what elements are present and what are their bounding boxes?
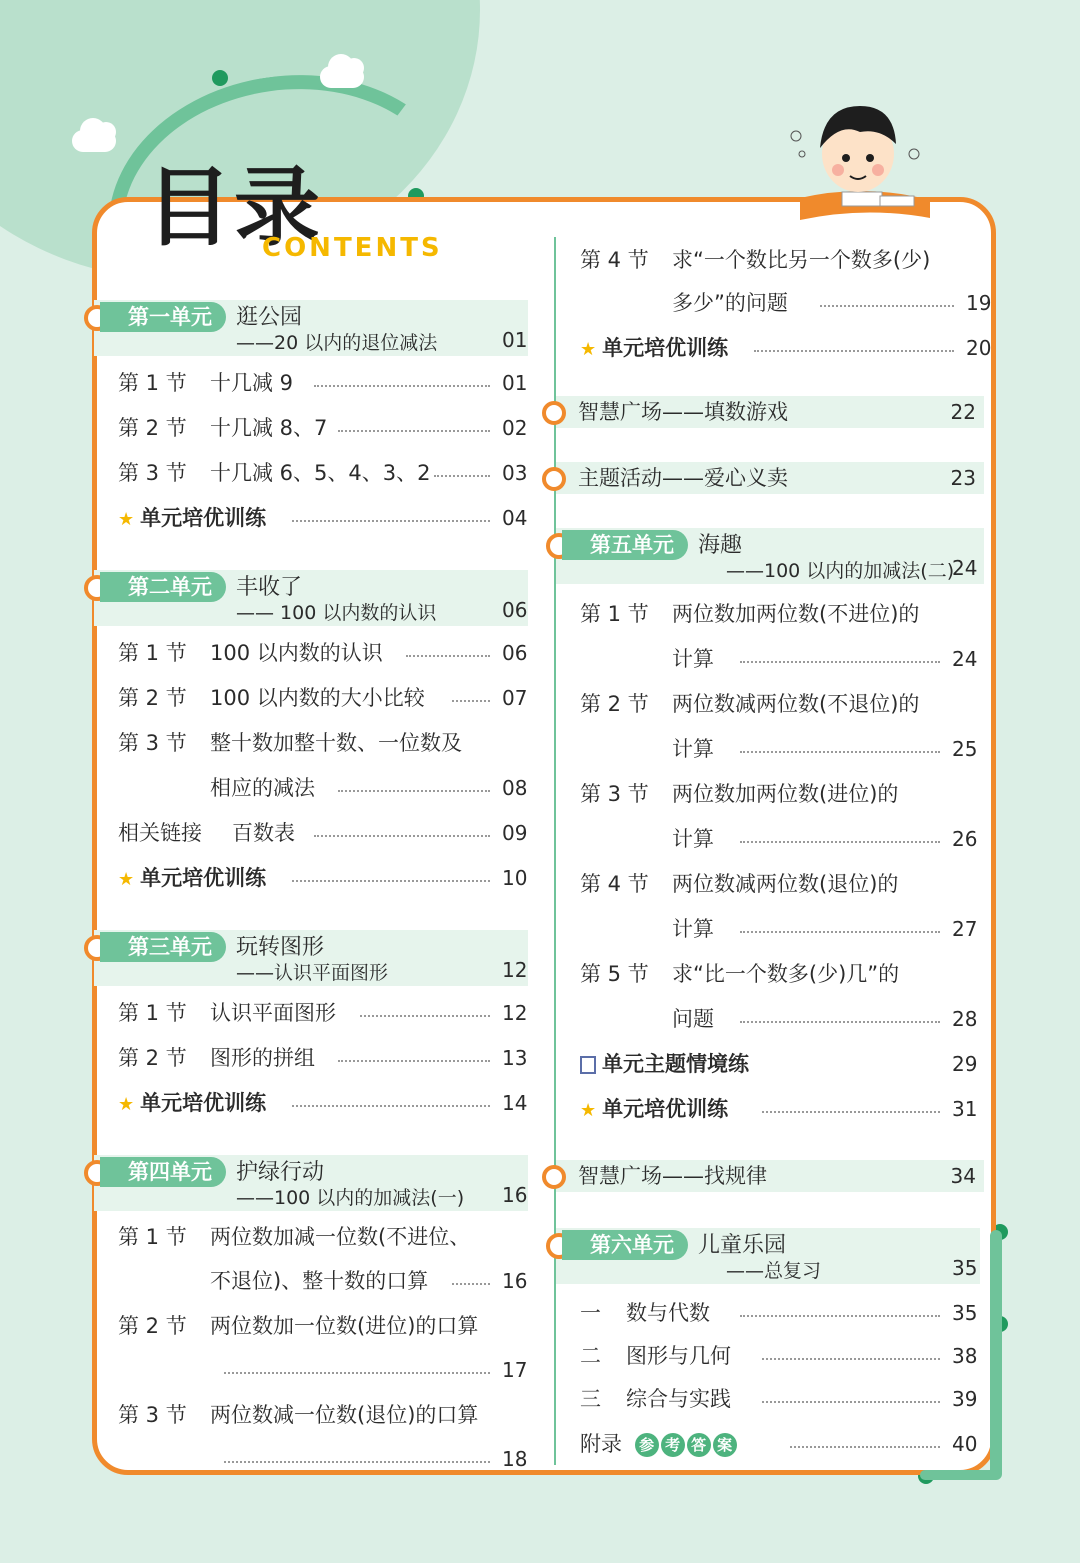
leader-dots bbox=[754, 350, 954, 352]
page-number: 22 bbox=[950, 400, 976, 424]
leader-dots bbox=[740, 661, 940, 663]
leader-dots bbox=[338, 430, 490, 432]
leader-dots bbox=[740, 751, 940, 753]
section-title: 单元培优训练 bbox=[140, 866, 267, 890]
unit-name: 丰收了 bbox=[236, 575, 303, 600]
leader-dots bbox=[790, 1446, 940, 1448]
book-icon bbox=[580, 1056, 596, 1074]
section-title: 两位数加减一位数(不进位、 bbox=[210, 1225, 471, 1249]
section-number: 第 2 节 bbox=[580, 692, 649, 716]
leader-dots bbox=[292, 520, 490, 522]
unit-1-header[interactable] bbox=[94, 300, 528, 356]
unit-name: 护绿行动 bbox=[236, 1160, 325, 1185]
unit-5-header[interactable] bbox=[556, 528, 984, 584]
toc-entry[interactable] bbox=[118, 817, 528, 849]
frame-accent bbox=[920, 1470, 1000, 1480]
boy-reading-illustration bbox=[790, 88, 940, 224]
section-number: 二 bbox=[580, 1344, 601, 1368]
toc-entry-training[interactable] bbox=[580, 332, 992, 364]
unit-subtitle: ——总复习 bbox=[726, 1260, 822, 1282]
bullet-ring-icon bbox=[542, 1165, 566, 1189]
star-icon: ★ bbox=[580, 339, 597, 360]
toc-entry-training[interactable] bbox=[118, 862, 528, 894]
leader-dots bbox=[292, 880, 490, 882]
appendix-label: 附录 bbox=[580, 1432, 622, 1456]
unit-2-header[interactable] bbox=[94, 570, 528, 626]
section-title: 求“比一个数多(少)几”的 bbox=[672, 962, 900, 986]
bullet-ring-icon bbox=[542, 401, 566, 425]
unit-badge: 第三单元 bbox=[100, 932, 226, 962]
page-number: 26 bbox=[952, 827, 978, 851]
section-number: 第 1 节 bbox=[118, 641, 187, 665]
section-title: 100 以内数的认识 bbox=[210, 641, 383, 665]
section-title: 两位数加两位数(进位)的 bbox=[672, 782, 899, 806]
unit-subtitle: ——100 以内的加减法(一) bbox=[236, 1187, 465, 1209]
leader-dots bbox=[762, 1358, 940, 1360]
toc-entry-continued[interactable] bbox=[118, 1354, 528, 1386]
section-title: 不退位)、整十数的口算 bbox=[210, 1269, 429, 1293]
unit-page: 35 bbox=[952, 1256, 978, 1280]
page-number: 07 bbox=[502, 686, 528, 710]
page-number: 19 bbox=[966, 291, 992, 315]
toc-entry-continued[interactable] bbox=[580, 287, 992, 319]
bar-title: 主题活动——爱心义卖 bbox=[578, 466, 788, 490]
page-number: 02 bbox=[502, 416, 528, 440]
unit-page: 12 bbox=[502, 958, 528, 982]
toc-entry[interactable] bbox=[580, 778, 984, 810]
page-number: 39 bbox=[952, 1387, 978, 1411]
page-number: 40 bbox=[952, 1432, 978, 1456]
toc-entry-training[interactable] bbox=[118, 1087, 528, 1119]
section-number: 第 1 节 bbox=[118, 1001, 187, 1025]
section-number: 一 bbox=[580, 1301, 601, 1325]
star-icon: ★ bbox=[580, 1100, 597, 1121]
unit-page: 16 bbox=[502, 1183, 528, 1207]
section-number: 第 4 节 bbox=[580, 872, 649, 896]
section-title: 两位数加一位数(进位)的口算 bbox=[210, 1314, 479, 1338]
page-number: 34 bbox=[950, 1164, 976, 1188]
leader-dots bbox=[314, 835, 490, 837]
unit-badge: 第一单元 bbox=[100, 302, 226, 332]
answer-char: 考 bbox=[661, 1433, 685, 1457]
leader-dots bbox=[338, 1060, 490, 1062]
toc-entry[interactable] bbox=[580, 1297, 984, 1329]
unit-badge: 第二单元 bbox=[100, 572, 226, 602]
leader-dots bbox=[452, 1283, 490, 1285]
page-number: 12 bbox=[502, 1001, 528, 1025]
leader-dots bbox=[360, 1015, 490, 1017]
section-number: 第 2 节 bbox=[118, 1314, 187, 1338]
unit-badge: 第四单元 bbox=[100, 1157, 226, 1187]
leader-dots bbox=[820, 305, 954, 307]
section-title: 十几减 6、5、4、3、2 bbox=[210, 461, 431, 485]
toc-entry[interactable] bbox=[118, 1310, 528, 1342]
leader-dots bbox=[740, 1021, 940, 1023]
toc-entry[interactable] bbox=[580, 244, 984, 276]
toc-entry-continued[interactable] bbox=[580, 823, 984, 855]
unit-badge: 第五单元 bbox=[562, 530, 688, 560]
toc-entry-continued[interactable] bbox=[580, 643, 984, 675]
page-number: 38 bbox=[952, 1344, 978, 1368]
page-number: 14 bbox=[502, 1091, 528, 1115]
page-number: 16 bbox=[502, 1269, 528, 1293]
unit-4-header[interactable] bbox=[94, 1155, 528, 1211]
page-number: 31 bbox=[952, 1097, 978, 1121]
bar-title: 智慧广场——填数游戏 bbox=[578, 400, 788, 424]
toc-entry[interactable] bbox=[118, 1399, 528, 1431]
unit-badge: 第六单元 bbox=[562, 1230, 688, 1260]
star-icon: ★ bbox=[118, 869, 135, 890]
toc-entry-continued[interactable] bbox=[580, 733, 984, 765]
leader-dots bbox=[740, 841, 940, 843]
unit-3-header[interactable] bbox=[94, 930, 528, 986]
toc-entry[interactable] bbox=[118, 457, 528, 489]
leader-dots bbox=[224, 1461, 490, 1463]
section-title: 求“一个数比另一个数多(少) bbox=[672, 248, 931, 272]
section-title: 两位数加两位数(不进位)的 bbox=[672, 602, 920, 626]
section-title: 单元主题情境练 bbox=[602, 1052, 749, 1076]
wisdom-square-bar[interactable] bbox=[556, 1160, 984, 1192]
section-number: 第 2 节 bbox=[118, 416, 187, 440]
section-title: 十几减 8、7 bbox=[210, 416, 328, 440]
leader-dots bbox=[338, 790, 490, 792]
unit-page: 01 bbox=[502, 328, 528, 352]
leader-dots bbox=[740, 1315, 940, 1317]
leader-dots bbox=[452, 700, 490, 702]
section-title: 两位数减两位数(退位)的 bbox=[672, 872, 899, 896]
answer-key-badge bbox=[635, 1432, 739, 1456]
unit-page: 06 bbox=[502, 598, 528, 622]
frame-accent bbox=[990, 1230, 1002, 1480]
answer-char: 参 bbox=[635, 1433, 659, 1457]
wisdom-square-bar[interactable] bbox=[556, 396, 984, 428]
section-number: 第 2 节 bbox=[118, 686, 187, 710]
unit-subtitle: —— 100 以内数的认识 bbox=[236, 602, 437, 624]
section-title: 两位数减两位数(不退位)的 bbox=[672, 692, 920, 716]
section-title: 数与代数 bbox=[626, 1301, 710, 1325]
section-title: 单元培优训练 bbox=[602, 1097, 729, 1121]
toc-entry-theme[interactable] bbox=[580, 1048, 984, 1080]
cloud-icon bbox=[320, 66, 364, 88]
section-title: 多少”的问题 bbox=[672, 291, 788, 315]
unit-page: 24 bbox=[952, 556, 978, 580]
section-title: 单元培优训练 bbox=[602, 336, 729, 360]
section-title: 认识平面图形 bbox=[210, 1001, 336, 1025]
bar-title: 智慧广场——找规律 bbox=[578, 1164, 767, 1188]
leader-dots bbox=[292, 1105, 490, 1107]
section-number: 第 3 节 bbox=[118, 461, 187, 485]
page-number: 09 bbox=[502, 821, 528, 845]
section-number: 第 2 节 bbox=[118, 1046, 187, 1070]
leader-dots bbox=[762, 1401, 940, 1403]
arc-dot bbox=[212, 70, 228, 86]
toc-entry-continued[interactable] bbox=[580, 913, 984, 945]
page-title: 目录 bbox=[146, 158, 322, 258]
toc-entry[interactable] bbox=[118, 1221, 528, 1253]
section-number: 第 5 节 bbox=[580, 962, 649, 986]
page-number: 23 bbox=[950, 466, 976, 490]
toc-entry[interactable] bbox=[118, 727, 528, 759]
leader-dots bbox=[762, 1111, 940, 1113]
page-number: 17 bbox=[502, 1358, 528, 1382]
unit-subtitle: ——100 以内的加减法(二) bbox=[726, 560, 955, 582]
unit-name: 逛公园 bbox=[236, 305, 303, 330]
toc-entry-continued[interactable] bbox=[118, 772, 528, 804]
section-title: 100 以内数的大小比较 bbox=[210, 686, 425, 710]
unit-name: 玩转图形 bbox=[236, 935, 325, 960]
toc-entry-continued[interactable] bbox=[118, 1443, 528, 1475]
toc-entry[interactable] bbox=[580, 1340, 984, 1372]
unit-subtitle: ——认识平面图形 bbox=[236, 962, 389, 984]
section-number: 第 4 节 bbox=[580, 248, 649, 272]
toc-entry-continued[interactable] bbox=[580, 1003, 984, 1035]
section-title: 百数表 bbox=[232, 821, 295, 845]
star-icon: ★ bbox=[118, 1094, 135, 1115]
page-number: 06 bbox=[502, 641, 528, 665]
section-title: 计算 bbox=[672, 827, 714, 851]
section-title: 相应的减法 bbox=[210, 776, 315, 800]
page-subtitle: CONTENTS bbox=[262, 233, 443, 263]
section-number: 第 1 节 bbox=[580, 602, 649, 626]
page-number: 08 bbox=[502, 776, 528, 800]
leader-dots bbox=[406, 655, 490, 657]
star-icon: ★ bbox=[118, 509, 135, 530]
page-number: 01 bbox=[502, 371, 528, 395]
toc-entry[interactable] bbox=[580, 598, 984, 630]
toc-entry[interactable] bbox=[580, 1383, 984, 1415]
section-number: 第 1 节 bbox=[118, 371, 187, 395]
bullet-ring-icon bbox=[542, 467, 566, 491]
section-title: 单元培优训练 bbox=[140, 1091, 267, 1115]
theme-activity-bar[interactable] bbox=[556, 462, 984, 494]
section-number: 第 3 节 bbox=[580, 782, 649, 806]
section-number: 第 1 节 bbox=[118, 1225, 187, 1249]
leader-dots bbox=[224, 1372, 490, 1374]
leader-dots bbox=[434, 475, 490, 477]
toc-entry[interactable] bbox=[118, 1042, 528, 1074]
page-number: 29 bbox=[952, 1052, 978, 1076]
page-number: 20 bbox=[966, 336, 992, 360]
section-title: 图形的拼组 bbox=[210, 1046, 315, 1070]
toc-entry-appendix[interactable] bbox=[580, 1428, 984, 1460]
page-number: 35 bbox=[952, 1301, 978, 1325]
toc-entry[interactable] bbox=[118, 367, 528, 399]
unit-name: 儿童乐园 bbox=[698, 1233, 787, 1258]
section-number: 第 3 节 bbox=[118, 1403, 187, 1427]
unit-6-header[interactable] bbox=[556, 1228, 980, 1284]
section-title: 图形与几何 bbox=[626, 1344, 731, 1368]
toc-entry[interactable] bbox=[580, 688, 984, 720]
section-number: 相关链接 bbox=[118, 821, 202, 845]
section-title: 计算 bbox=[672, 647, 714, 671]
page-number: 04 bbox=[502, 506, 528, 530]
section-title: 问题 bbox=[672, 1007, 714, 1031]
unit-name: 海趣 bbox=[698, 533, 743, 558]
page-number: 24 bbox=[952, 647, 978, 671]
page-number: 10 bbox=[502, 866, 528, 890]
section-title: 整十数加整十数、一位数及 bbox=[210, 731, 462, 755]
page-number: 18 bbox=[502, 1447, 528, 1471]
page-number: 03 bbox=[502, 461, 528, 485]
cloud-icon bbox=[72, 130, 116, 152]
section-title: 单元培优训练 bbox=[140, 506, 267, 530]
leader-dots bbox=[740, 931, 940, 933]
answer-char: 答 bbox=[687, 1433, 711, 1457]
page-number: 27 bbox=[952, 917, 978, 941]
section-title: 十几减 9 bbox=[210, 371, 294, 395]
section-number: 第 3 节 bbox=[118, 731, 187, 755]
toc-entry[interactable] bbox=[118, 637, 528, 669]
toc-entry-training[interactable] bbox=[118, 502, 528, 534]
toc-entry[interactable] bbox=[118, 412, 528, 444]
leader-dots bbox=[314, 385, 490, 387]
toc-entry[interactable] bbox=[118, 997, 528, 1029]
toc-entry[interactable] bbox=[580, 958, 984, 990]
toc-entry[interactable] bbox=[580, 868, 984, 900]
section-title: 计算 bbox=[672, 737, 714, 761]
unit-subtitle: ——20 以内的退位减法 bbox=[236, 332, 438, 354]
toc-entry-continued[interactable] bbox=[118, 1265, 528, 1297]
page-number: 13 bbox=[502, 1046, 528, 1070]
page-number: 28 bbox=[952, 1007, 978, 1031]
section-title: 两位数减一位数(退位)的口算 bbox=[210, 1403, 479, 1427]
section-title: 综合与实践 bbox=[626, 1387, 731, 1411]
section-title: 计算 bbox=[672, 917, 714, 941]
toc-entry[interactable] bbox=[118, 682, 528, 714]
toc-entry-training[interactable] bbox=[580, 1093, 984, 1125]
section-number: 三 bbox=[580, 1387, 601, 1411]
page-number: 25 bbox=[952, 737, 978, 761]
answer-char: 案 bbox=[713, 1433, 737, 1457]
